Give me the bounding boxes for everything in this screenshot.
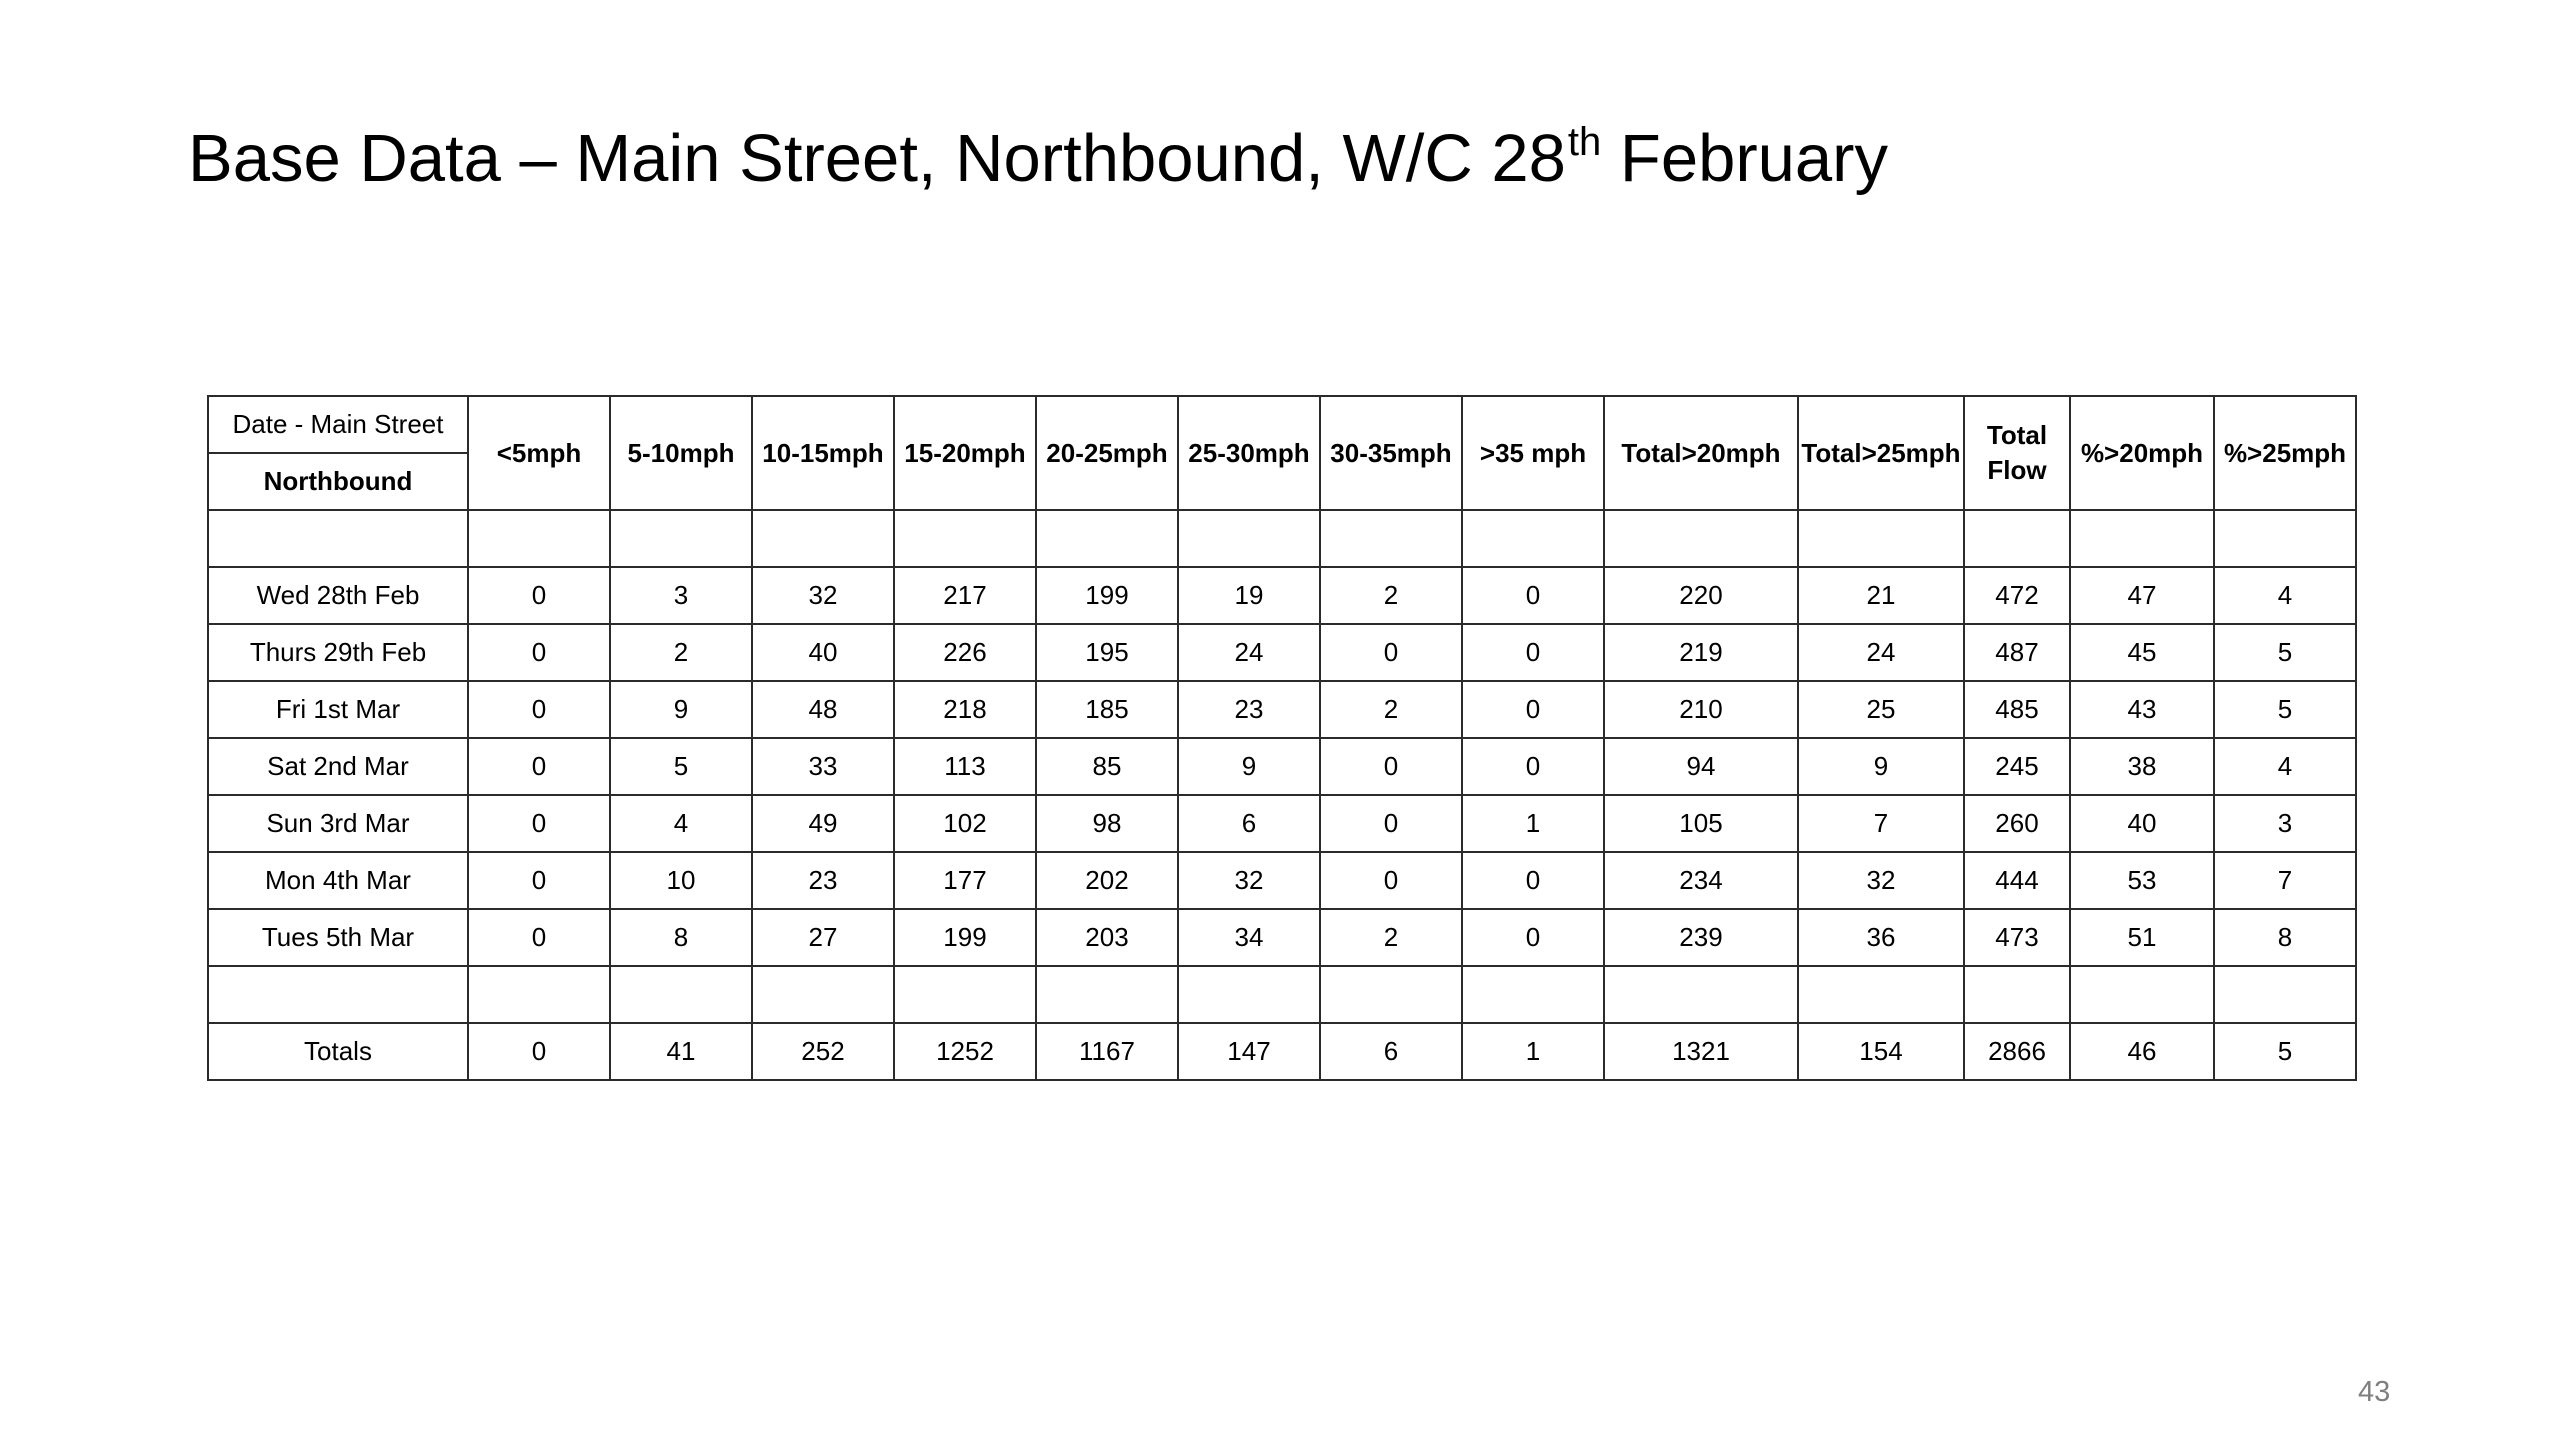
title-main: Base Data – Main Street, Northbound, W/C 28	[188, 121, 1566, 196]
table-cell: 4	[2214, 567, 2356, 624]
table-cell: 34	[1178, 909, 1320, 966]
table-cell: 32	[1798, 852, 1964, 909]
empty-cell	[2070, 510, 2214, 567]
table-cell: 46	[2070, 1023, 2214, 1080]
table-cell: 444	[1964, 852, 2070, 909]
spacer-row	[208, 966, 2356, 1023]
column-header: 10-15mph	[752, 396, 894, 510]
table-cell: 2	[1320, 909, 1462, 966]
row-label: Wed 28th Feb	[208, 567, 468, 624]
table-cell: 0	[1462, 852, 1604, 909]
table-cell: 199	[894, 909, 1036, 966]
table-cell: 239	[1604, 909, 1798, 966]
table-cell: 49	[752, 795, 894, 852]
row-label: Sat 2nd Mar	[208, 738, 468, 795]
table-cell: 43	[2070, 681, 2214, 738]
title-superscript: th	[1567, 120, 1602, 164]
empty-cell	[1462, 966, 1604, 1023]
table-row	[208, 852, 2356, 909]
table-cell: 24	[1798, 624, 1964, 681]
empty-cell	[1178, 510, 1320, 567]
table-cell: 0	[1320, 624, 1462, 681]
table-cell: 0	[1462, 738, 1604, 795]
column-header: Total Flow	[1964, 396, 2070, 510]
empty-cell	[1604, 510, 1798, 567]
empty-cell	[752, 510, 894, 567]
table-cell: 24	[1178, 624, 1320, 681]
table-cell: 0	[468, 624, 610, 681]
page-number: 43	[2358, 1376, 2391, 1408]
row-label: Totals	[208, 1023, 468, 1080]
table-cell: 51	[2070, 909, 2214, 966]
empty-cell	[1964, 966, 2070, 1023]
table-cell: 10	[610, 852, 752, 909]
table-cell: 245	[1964, 738, 2070, 795]
table-cell: 0	[468, 681, 610, 738]
table-cell: 0	[1320, 738, 1462, 795]
row-label: Fri 1st Mar	[208, 681, 468, 738]
page-title	[188, 120, 1888, 196]
empty-cell	[1320, 510, 1462, 567]
empty-cell	[1462, 510, 1604, 567]
table-cell: 0	[1320, 795, 1462, 852]
column-header: 15-20mph	[894, 396, 1036, 510]
empty-cell	[1320, 966, 1462, 1023]
table-cell: 0	[1462, 624, 1604, 681]
table-cell: 218	[894, 681, 1036, 738]
table-cell: 2	[610, 624, 752, 681]
table-cell: 7	[1798, 795, 1964, 852]
empty-cell	[208, 966, 468, 1023]
column-header: %>20mph	[2070, 396, 2214, 510]
table-cell: 102	[894, 795, 1036, 852]
table-row	[208, 738, 2356, 795]
table-cell: 5	[2214, 624, 2356, 681]
table-cell: 2	[1320, 681, 1462, 738]
table-cell: 9	[1798, 738, 1964, 795]
table-cell: 47	[2070, 567, 2214, 624]
table-cell: 1252	[894, 1023, 1036, 1080]
speed-data-table	[207, 395, 2357, 1081]
spacer-row	[208, 510, 2356, 567]
table-row	[208, 909, 2356, 966]
table-cell: 234	[1604, 852, 1798, 909]
empty-cell	[2214, 966, 2356, 1023]
column-header: <5mph	[468, 396, 610, 510]
empty-cell	[208, 510, 468, 567]
table-cell: 0	[468, 795, 610, 852]
empty-cell	[1036, 510, 1178, 567]
table-cell: 195	[1036, 624, 1178, 681]
table-cell: 8	[2214, 909, 2356, 966]
table-cell: 226	[894, 624, 1036, 681]
table-row	[208, 624, 2356, 681]
table-cell: 5	[2214, 681, 2356, 738]
empty-cell	[1604, 966, 1798, 1023]
table-cell: 0	[1462, 681, 1604, 738]
table-cell: 27	[752, 909, 894, 966]
row-label: Sun 3rd Mar	[208, 795, 468, 852]
table-cell: 0	[468, 738, 610, 795]
table-cell: 85	[1036, 738, 1178, 795]
table-cell: 98	[1036, 795, 1178, 852]
title-suffix: February	[1601, 121, 1888, 196]
table-cell: 40	[2070, 795, 2214, 852]
table-cell: 1	[1462, 795, 1604, 852]
empty-cell	[1178, 966, 1320, 1023]
date-header-cell	[208, 396, 468, 510]
header-row	[208, 396, 2356, 510]
table-cell: 23	[1178, 681, 1320, 738]
row-label: Mon 4th Mar	[208, 852, 468, 909]
table-cell: 36	[1798, 909, 1964, 966]
column-header: 25-30mph	[1178, 396, 1320, 510]
table-cell: 6	[1320, 1023, 1462, 1080]
empty-cell	[2214, 510, 2356, 567]
table-cell: 2	[1320, 567, 1462, 624]
table-cell: 33	[752, 738, 894, 795]
empty-cell	[610, 966, 752, 1023]
table-cell: 202	[1036, 852, 1178, 909]
column-header: Total>25mph	[1798, 396, 1964, 510]
table-cell: 8	[610, 909, 752, 966]
table-cell: 45	[2070, 624, 2214, 681]
table-cell: 1	[1462, 1023, 1604, 1080]
column-header: 20-25mph	[1036, 396, 1178, 510]
table-cell: 38	[2070, 738, 2214, 795]
table-cell: 473	[1964, 909, 2070, 966]
empty-cell	[1798, 510, 1964, 567]
table-cell: 220	[1604, 567, 1798, 624]
date-header-top: Date - Main Street	[209, 397, 467, 454]
table-cell: 19	[1178, 567, 1320, 624]
table-cell: 4	[610, 795, 752, 852]
table-cell: 0	[1320, 852, 1462, 909]
table-cell: 487	[1964, 624, 2070, 681]
table-cell: 199	[1036, 567, 1178, 624]
table-cell: 260	[1964, 795, 2070, 852]
empty-cell	[1964, 510, 2070, 567]
table-cell: 94	[1604, 738, 1798, 795]
table-cell: 0	[468, 567, 610, 624]
empty-cell	[610, 510, 752, 567]
column-header: Total>20mph	[1604, 396, 1798, 510]
table-row	[208, 567, 2356, 624]
table-cell: 23	[752, 852, 894, 909]
table-cell: 7	[2214, 852, 2356, 909]
table-cell: 9	[1178, 738, 1320, 795]
table-cell: 41	[610, 1023, 752, 1080]
empty-cell	[894, 510, 1036, 567]
table-cell: 472	[1964, 567, 2070, 624]
table-cell: 25	[1798, 681, 1964, 738]
column-header: >35 mph	[1462, 396, 1604, 510]
table-cell: 185	[1036, 681, 1178, 738]
table-cell: 105	[1604, 795, 1798, 852]
column-header: 5-10mph	[610, 396, 752, 510]
table-cell: 3	[610, 567, 752, 624]
table-cell: 0	[468, 909, 610, 966]
table-cell: 2866	[1964, 1023, 2070, 1080]
table-cell: 177	[894, 852, 1036, 909]
table-cell: 6	[1178, 795, 1320, 852]
table-cell: 32	[1178, 852, 1320, 909]
empty-cell	[752, 966, 894, 1023]
empty-cell	[1036, 966, 1178, 1023]
column-header: %>25mph	[2214, 396, 2356, 510]
table-cell: 0	[468, 1023, 610, 1080]
table-cell: 48	[752, 681, 894, 738]
empty-cell	[2070, 966, 2214, 1023]
table-cell: 32	[752, 567, 894, 624]
table-cell: 0	[1462, 567, 1604, 624]
table-body	[208, 510, 2356, 1080]
table-cell: 53	[2070, 852, 2214, 909]
table-cell: 0	[468, 852, 610, 909]
table-row	[208, 681, 2356, 738]
empty-cell	[468, 510, 610, 567]
table-cell: 21	[1798, 567, 1964, 624]
table-row	[208, 795, 2356, 852]
table-cell: 154	[1798, 1023, 1964, 1080]
table-cell: 1321	[1604, 1023, 1798, 1080]
empty-cell	[468, 966, 610, 1023]
table-cell: 5	[2214, 1023, 2356, 1080]
empty-cell	[894, 966, 1036, 1023]
empty-cell	[1798, 966, 1964, 1023]
table-cell: 3	[2214, 795, 2356, 852]
table-cell: 1167	[1036, 1023, 1178, 1080]
table-cell: 210	[1604, 681, 1798, 738]
table-cell: 147	[1178, 1023, 1320, 1080]
table-cell: 40	[752, 624, 894, 681]
table-cell: 5	[610, 738, 752, 795]
table-cell: 219	[1604, 624, 1798, 681]
table-cell: 252	[752, 1023, 894, 1080]
table-cell: 4	[2214, 738, 2356, 795]
row-label: Tues 5th Mar	[208, 909, 468, 966]
date-header-bottom: Northbound	[263, 466, 413, 496]
table-cell: 113	[894, 738, 1036, 795]
table-cell: 217	[894, 567, 1036, 624]
totals-row	[208, 1023, 2356, 1080]
table-cell: 9	[610, 681, 752, 738]
table-cell: 485	[1964, 681, 2070, 738]
table-cell: 203	[1036, 909, 1178, 966]
column-header: 30-35mph	[1320, 396, 1462, 510]
table-cell: 0	[1462, 909, 1604, 966]
row-label: Thurs 29th Feb	[208, 624, 468, 681]
